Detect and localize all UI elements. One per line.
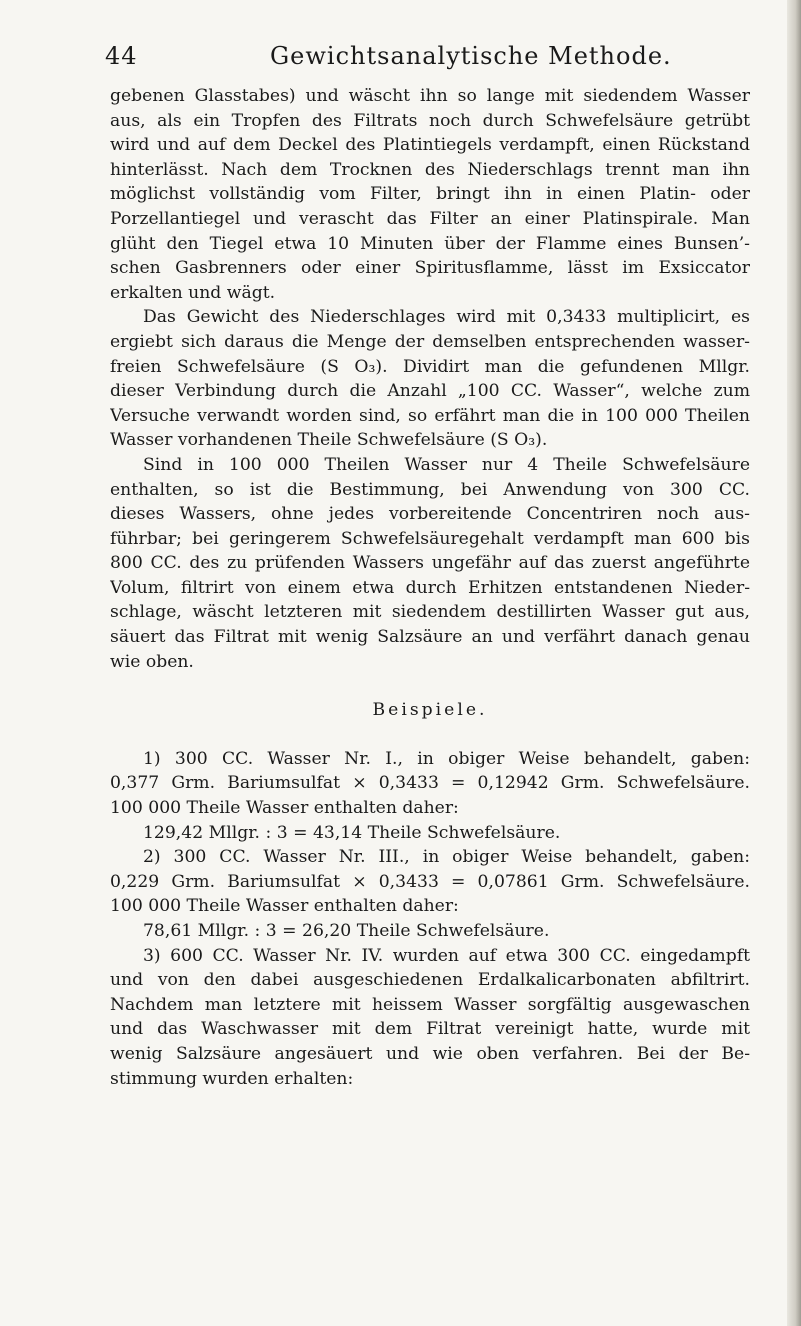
text-line: schen Gasbrenners oder einer Spiritusflamme, lässt im Exsiccator <box>110 258 750 279</box>
text-line: 0,229 Grm. Bariumsulfat × 0,3433 = 0,07861 Grm. Schwefelsäure. <box>110 871 750 892</box>
text-line: schlage, wäscht letzteren mit siedendem destillirten Wasser gut aus, <box>110 602 750 623</box>
text-line: ergiebt sich daraus die Menge der demselben entsprechenden wasser- <box>110 331 750 352</box>
text-line: Volum, filtrirt von einem etwa durch Erhitzen entstandenen Nieder- <box>110 577 750 598</box>
text-line: Das Gewicht des Niederschlages wird mit 0,3433 multiplicirt, es <box>143 307 750 328</box>
text-line: Wasser vorhandenen Theile Schwefelsäure (S O₃). <box>110 430 548 451</box>
text-line: glüht den Tiegel etwa 10 Minuten über der Flamme eines Bunsen’- <box>110 233 750 254</box>
text-line: 800 CC. des zu prüfenden Wassers ungefähr auf das zuerst angeführte <box>110 553 750 574</box>
text-line: und das Waschwasser mit dem Filtrat vereinigt hatte, wurde mit <box>110 1019 750 1040</box>
text-line: aus, als ein Tropfen des Filtrats noch durch Schwefelsäure getrübt <box>110 110 750 131</box>
running-title: Gewichtsanalytische Methode. <box>270 42 672 70</box>
paragraph <box>110 453 750 674</box>
text-line: Sind in 100 000 Theilen Wasser nur 4 Theile Schwefelsäure <box>143 454 750 475</box>
text-line: führbar; bei geringerem Schwefelsäuregehalt verdampft man 600 bis <box>110 528 750 549</box>
text-line: stimmung wurden erhalten: <box>110 1068 354 1089</box>
text-line: Porzellantiegel und verascht das Filter an einer Platinspirale. Man <box>110 208 750 229</box>
text-line: 0,377 Grm. Bariumsulfat × 0,3433 = 0,12942 Grm. Schwefelsäure. <box>110 773 750 794</box>
paragraph <box>110 84 750 305</box>
text-line: wie oben. <box>110 651 194 672</box>
page-edge <box>787 0 801 1326</box>
text-line: wenig Salzsäure angesäuert und wie oben verfahren. Bei der Be- <box>110 1043 750 1064</box>
text-line: wird und auf dem Deckel des Platintiegels verdampft, einen Rückstand <box>110 135 750 156</box>
text-line: dieses Wassers, ohne jedes vorbereitende Concentriren noch aus- <box>110 504 750 525</box>
formula-line: 129,42 Mllgr. : 3 = 43,14 Theile Schwefelsäure. <box>143 822 561 843</box>
paragraph <box>110 305 750 453</box>
page-header <box>0 42 801 82</box>
example <box>110 747 750 845</box>
text-line: freien Schwefelsäure (S O₃). Dividirt man die gefundenen Mllgr. <box>110 356 750 377</box>
section-heading: Beispiele. <box>372 700 488 721</box>
text-line: 100 000 Theile Wasser enthalten daher: <box>110 798 459 819</box>
text-line: säuert das Filtrat mit wenig Salzsäure an und verfährt danach genau <box>110 627 750 648</box>
text-line: Versuche verwandt worden sind, so erfährt man die in 100 000 Theilen <box>110 405 750 426</box>
text-line: 100 000 Theile Wasser enthalten daher: <box>110 896 459 917</box>
text-line: enthalten, so ist die Bestimmung, bei Anwendung von 300 CC. <box>110 479 750 500</box>
page-number: 44 <box>105 42 138 70</box>
text-line: dieser Verbindung durch die Anzahl „100 CC. Wasser“, welche zum <box>110 381 750 402</box>
formula-line: 78,61 Mllgr. : 3 = 26,20 Theile Schwefelsäure. <box>143 921 550 941</box>
text-line: erkalten und wägt. <box>110 282 276 303</box>
text-line: 2) 300 CC. Wasser Nr. III., in obiger Weise behandelt, gaben: <box>143 847 750 868</box>
text-line: 3) 600 CC. Wasser Nr. IV. wurden auf etwa 300 CC. eingedampft <box>143 945 750 966</box>
body-text <box>110 84 750 1091</box>
text-line: 1) 300 CC. Wasser Nr. I., in obiger Weise behandelt, gaben: <box>143 748 750 769</box>
example <box>110 845 750 943</box>
text-line: gebenen Glasstabes) und wäscht ihn so lange mit siedendem Wasser <box>110 86 750 106</box>
text-line: und von den dabei ausgeschiedenen Erdalkalicarbonaten abfiltrirt. <box>110 970 750 991</box>
text-line: hinterlässt. Nach dem Trocknen des Niederschlags trennt man ihn <box>110 159 750 180</box>
text-line: möglichst vollständig vom Filter, bringt ihn in einen Platin- oder <box>110 184 750 205</box>
text-line: Nachdem man letztere mit heissem Wasser sorgfältig ausgewaschen <box>110 994 750 1015</box>
example <box>110 944 750 1092</box>
